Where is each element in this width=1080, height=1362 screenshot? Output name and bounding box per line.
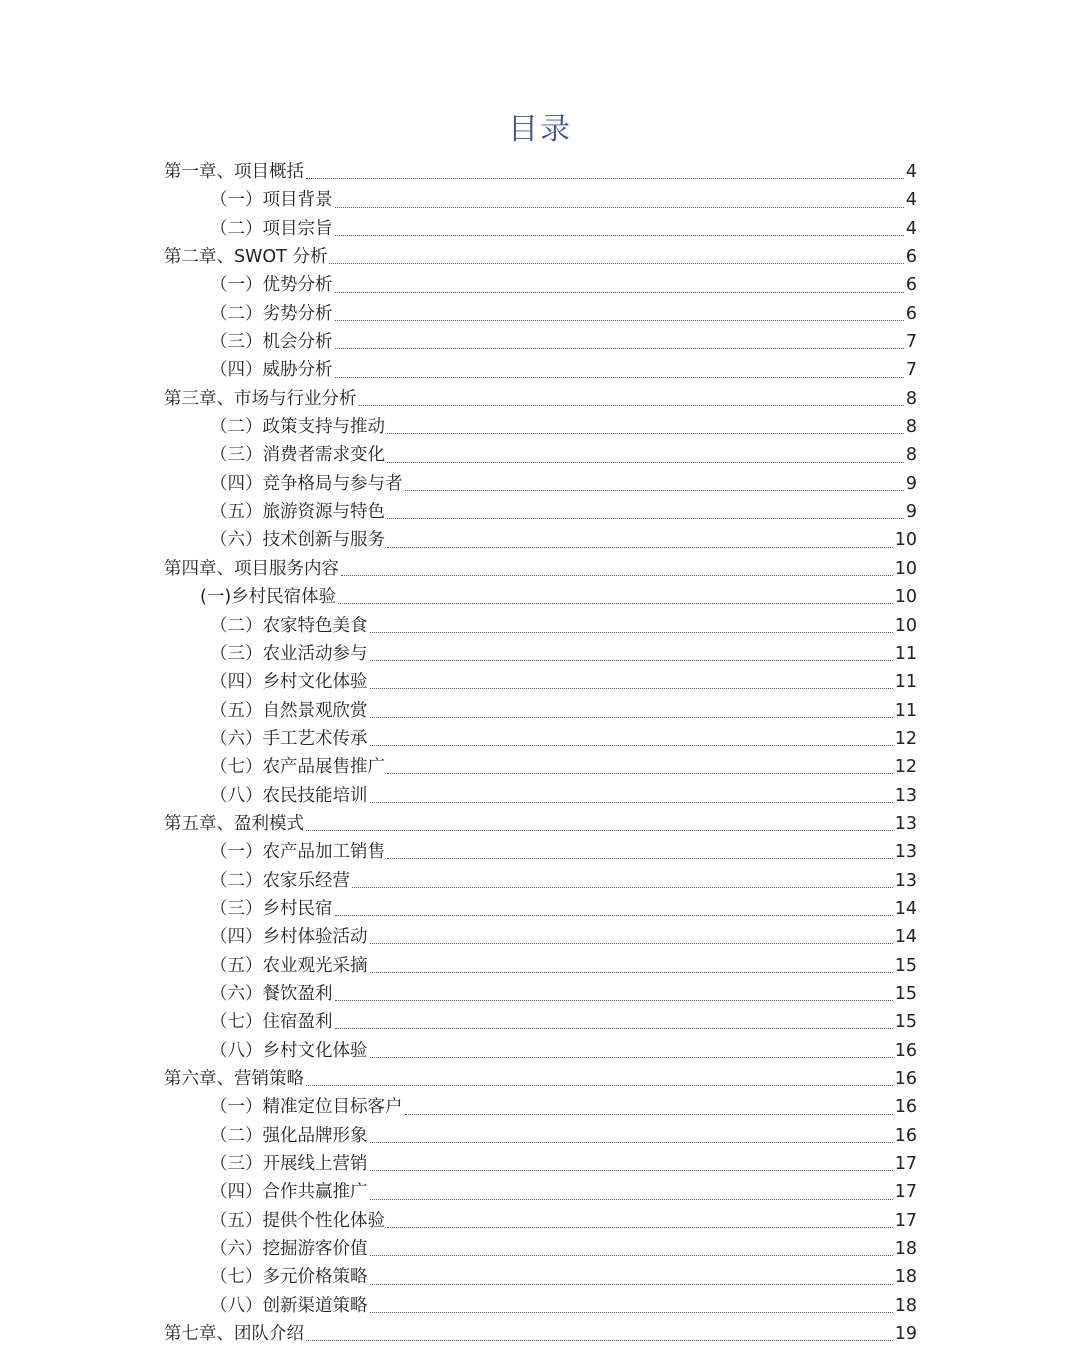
toc-entry-label: （三）开展线上营销 xyxy=(210,1154,368,1175)
toc-dot-leader xyxy=(335,319,904,321)
toc-dot-leader xyxy=(335,999,893,1001)
toc-dot-leader xyxy=(306,1339,893,1341)
toc-section-entry[interactable] xyxy=(164,1150,917,1178)
toc-section-entry[interactable] xyxy=(164,952,917,980)
toc-page-number: 18 xyxy=(894,1267,917,1288)
toc-dot-leader xyxy=(329,262,903,264)
toc-entry-label: 第六章、营销策略 xyxy=(164,1069,304,1089)
toc-entry-label: （八）农民技能培训 xyxy=(210,785,368,806)
toc-section-entry[interactable] xyxy=(164,300,917,328)
toc-entry-label: （一）精准定位目标客户 xyxy=(210,1097,403,1118)
toc-section-entry[interactable] xyxy=(164,470,917,498)
toc-page-number: 12 xyxy=(894,757,917,778)
toc-entry-label: （六）技术创新与服务 xyxy=(210,530,385,551)
toc-page-number: 17 xyxy=(894,1154,917,1175)
toc-entry-label: （一）优势分析 xyxy=(210,275,333,296)
toc-dot-leader xyxy=(335,347,904,349)
toc-entry-label: （六）挖掘游客价值 xyxy=(210,1239,368,1260)
toc-section-entry[interactable] xyxy=(164,1037,917,1065)
toc-entry-label: 第二章、SWOT 分析 xyxy=(164,247,328,268)
toc-entry-label: （五）旅游资源与特色 xyxy=(210,502,385,523)
toc-section-entry[interactable] xyxy=(164,583,917,611)
toc-section-entry[interactable] xyxy=(164,725,917,753)
toc-entry-label: （五）农业观光采摘 xyxy=(210,955,368,976)
toc-entry-label: （二）农家特色美食 xyxy=(210,615,368,636)
toc-section-entry[interactable] xyxy=(164,526,917,554)
toc-dot-leader xyxy=(370,942,893,944)
toc-page-number: 13 xyxy=(894,813,917,834)
toc-entry-label: （二）项目宗旨 xyxy=(210,218,333,239)
toc-entry-label: （二）农家乐经营 xyxy=(210,870,350,891)
toc-entry-label: （四）竞争格局与参与者 xyxy=(210,473,403,494)
table-of-contents xyxy=(164,158,917,1348)
toc-page-number: 16 xyxy=(894,1097,917,1118)
toc-page-number: 16 xyxy=(894,1125,917,1146)
toc-page-number: 11 xyxy=(894,700,917,721)
toc-dot-leader xyxy=(352,886,893,888)
toc-dot-leader xyxy=(335,291,904,293)
toc-chapter-entry[interactable] xyxy=(164,243,917,271)
toc-page-number: 13 xyxy=(894,785,917,806)
toc-page-number: 11 xyxy=(894,672,917,693)
toc-section-entry[interactable] xyxy=(164,838,917,866)
toc-dot-leader xyxy=(370,1056,893,1058)
toc-title: 目录 xyxy=(508,112,572,147)
toc-entry-label: 第七章、团队介绍 xyxy=(164,1324,304,1345)
toc-chapter-entry[interactable] xyxy=(164,385,917,413)
toc-dot-leader xyxy=(387,461,904,463)
toc-dot-leader xyxy=(370,1169,893,1171)
toc-section-entry[interactable] xyxy=(164,441,917,469)
toc-dot-leader xyxy=(335,234,904,236)
toc-dot-leader xyxy=(370,659,893,661)
toc-dot-leader xyxy=(387,517,904,519)
toc-entry-label: 第三章、市场与行业分析 xyxy=(164,388,357,409)
toc-entry-label: （四）乡村体验活动 xyxy=(210,927,368,948)
toc-page-number: 7 xyxy=(905,332,917,353)
toc-dot-leader xyxy=(370,716,893,718)
toc-chapter-entry[interactable] xyxy=(164,810,917,838)
toc-section-entry[interactable] xyxy=(164,697,917,725)
toc-dot-leader xyxy=(405,1113,893,1115)
toc-dot-leader xyxy=(387,432,904,434)
toc-entry-label: （六）手工艺术传承 xyxy=(210,728,368,749)
toc-page-number: 10 xyxy=(894,587,917,608)
toc-page-number: 6 xyxy=(905,275,917,296)
toc-section-entry[interactable] xyxy=(164,1235,917,1263)
toc-section-entry[interactable] xyxy=(164,328,917,356)
toc-section-entry[interactable] xyxy=(164,356,917,384)
toc-dot-leader xyxy=(370,971,893,973)
toc-section-entry[interactable] xyxy=(164,923,917,951)
toc-section-entry[interactable] xyxy=(164,1263,917,1291)
toc-dot-leader xyxy=(370,1283,893,1285)
toc-section-entry[interactable] xyxy=(164,782,917,810)
toc-dot-leader xyxy=(335,914,893,916)
toc-page-number: 17 xyxy=(894,1210,917,1231)
toc-page-number: 18 xyxy=(894,1239,917,1260)
toc-dot-leader xyxy=(359,404,904,406)
toc-dot-leader xyxy=(338,602,893,604)
toc-dot-leader xyxy=(370,801,893,803)
toc-dot-leader xyxy=(306,829,893,831)
toc-page-number: 9 xyxy=(905,502,917,523)
toc-entry-label: （七）住宿盈利 xyxy=(210,1012,333,1033)
toc-entry-label: （五）自然景观欣赏 xyxy=(210,700,368,721)
toc-dot-leader xyxy=(370,744,893,746)
toc-page-number: 6 xyxy=(905,247,917,268)
toc-page-number: 4 xyxy=(905,190,917,211)
toc-entry-label: （一）农产品加工销售 xyxy=(210,842,385,863)
toc-section-entry[interactable] xyxy=(164,612,917,640)
toc-page-number: 14 xyxy=(894,927,917,948)
toc-entry-label: （一）项目背景 xyxy=(210,190,333,211)
toc-page-number: 15 xyxy=(894,983,917,1004)
toc-entry-label: （七）农产品展售推广 xyxy=(210,757,385,778)
toc-page-number: 10 xyxy=(894,615,917,636)
toc-dot-leader xyxy=(387,772,893,774)
toc-entry-label: （五）提供个性化体验 xyxy=(210,1210,385,1231)
toc-dot-leader xyxy=(306,1084,893,1086)
toc-dot-leader xyxy=(405,489,904,491)
toc-entry-label: （二）政策支持与推动 xyxy=(210,417,385,438)
toc-page-number: 8 xyxy=(905,417,917,438)
toc-page-number: 9 xyxy=(905,473,917,494)
toc-page-number: 15 xyxy=(894,1012,917,1033)
toc-dot-leader xyxy=(370,1311,893,1313)
toc-dot-leader xyxy=(370,1254,893,1256)
toc-entry-label: （三）农业活动参与 xyxy=(210,643,368,664)
toc-section-entry[interactable] xyxy=(164,640,917,668)
toc-entry-label: （三）乡村民宿 xyxy=(210,898,333,919)
toc-page-number: 17 xyxy=(894,1182,917,1203)
toc-dot-leader xyxy=(335,376,904,378)
toc-page-number: 16 xyxy=(894,1040,917,1061)
toc-section-entry[interactable] xyxy=(164,1207,917,1235)
toc-dot-leader xyxy=(387,546,893,548)
toc-page-number: 12 xyxy=(894,728,917,749)
toc-page-number: 8 xyxy=(905,388,917,409)
toc-entry-label: 第四章、项目服务内容 xyxy=(164,558,339,579)
toc-dot-leader xyxy=(306,177,904,179)
toc-entry-label: （六）餐饮盈利 xyxy=(210,983,333,1004)
toc-entry-label: （八）创新渠道策略 xyxy=(210,1295,368,1316)
toc-page-number: 6 xyxy=(905,303,917,324)
toc-entry-label: （四）合作共赢推广 xyxy=(210,1182,368,1203)
toc-page-number: 11 xyxy=(894,643,917,664)
toc-entry-label: （八）乡村文化体验 xyxy=(210,1040,368,1061)
toc-page-number: 8 xyxy=(905,445,917,466)
toc-section-entry[interactable] xyxy=(164,980,917,1008)
toc-dot-leader xyxy=(370,631,893,633)
toc-dot-leader xyxy=(335,1027,893,1029)
toc-page-number: 7 xyxy=(905,360,917,381)
toc-dot-leader xyxy=(370,1141,893,1143)
toc-section-entry[interactable] xyxy=(164,1292,917,1320)
toc-section-entry[interactable] xyxy=(164,271,917,299)
toc-entry-label: （四）乡村文化体验 xyxy=(210,672,368,693)
toc-section-entry[interactable] xyxy=(164,1178,917,1206)
toc-dot-leader xyxy=(370,687,893,689)
toc-page-number: 13 xyxy=(894,842,917,863)
toc-page-number: 10 xyxy=(894,530,917,551)
toc-dot-leader xyxy=(335,206,904,208)
toc-page-number: 14 xyxy=(894,898,917,919)
toc-section-entry[interactable] xyxy=(164,895,917,923)
toc-entry-label: （四）威胁分析 xyxy=(210,360,333,381)
toc-section-entry[interactable] xyxy=(164,215,917,243)
toc-entry-label: 第一章、项目概括 xyxy=(164,162,304,182)
toc-page-number: 10 xyxy=(894,558,917,579)
toc-dot-leader xyxy=(370,1198,893,1200)
toc-entry-label: 第五章、盈利模式 xyxy=(164,813,304,834)
toc-section-entry[interactable] xyxy=(164,1122,917,1150)
toc-section-entry[interactable] xyxy=(164,413,917,441)
toc-chapter-entry[interactable] xyxy=(164,158,917,186)
toc-entry-label: （七）多元价格策略 xyxy=(210,1267,368,1288)
toc-chapter-entry[interactable] xyxy=(164,1320,917,1348)
toc-dot-leader xyxy=(387,857,893,859)
toc-entry-label: （三）消费者需求变化 xyxy=(210,445,385,466)
toc-section-entry[interactable] xyxy=(164,1093,917,1121)
toc-section-entry[interactable] xyxy=(164,753,917,781)
toc-entry-label: (一)乡村民宿体验 xyxy=(200,587,337,608)
toc-entry-label: （三）机会分析 xyxy=(210,332,333,353)
toc-chapter-entry[interactable] xyxy=(164,555,917,583)
toc-chapter-entry[interactable] xyxy=(164,1065,917,1093)
toc-section-entry[interactable] xyxy=(164,668,917,696)
toc-dot-leader xyxy=(387,1226,893,1228)
toc-dot-leader xyxy=(341,574,893,576)
toc-page-number: 18 xyxy=(894,1295,917,1316)
toc-entry-label: （二）劣势分析 xyxy=(210,303,333,324)
toc-page-number: 15 xyxy=(894,955,917,976)
toc-page-number: 4 xyxy=(905,162,917,182)
toc-entry-label: （二）强化品牌形象 xyxy=(210,1125,368,1146)
toc-page-number: 4 xyxy=(905,218,917,239)
toc-page-number: 16 xyxy=(894,1069,917,1089)
toc-section-entry[interactable] xyxy=(164,498,917,526)
toc-page-number: 19 xyxy=(894,1324,917,1345)
toc-page-number: 13 xyxy=(894,870,917,891)
toc-section-entry[interactable] xyxy=(164,867,917,895)
toc-section-entry[interactable] xyxy=(164,1008,917,1036)
toc-section-entry[interactable] xyxy=(164,186,917,214)
